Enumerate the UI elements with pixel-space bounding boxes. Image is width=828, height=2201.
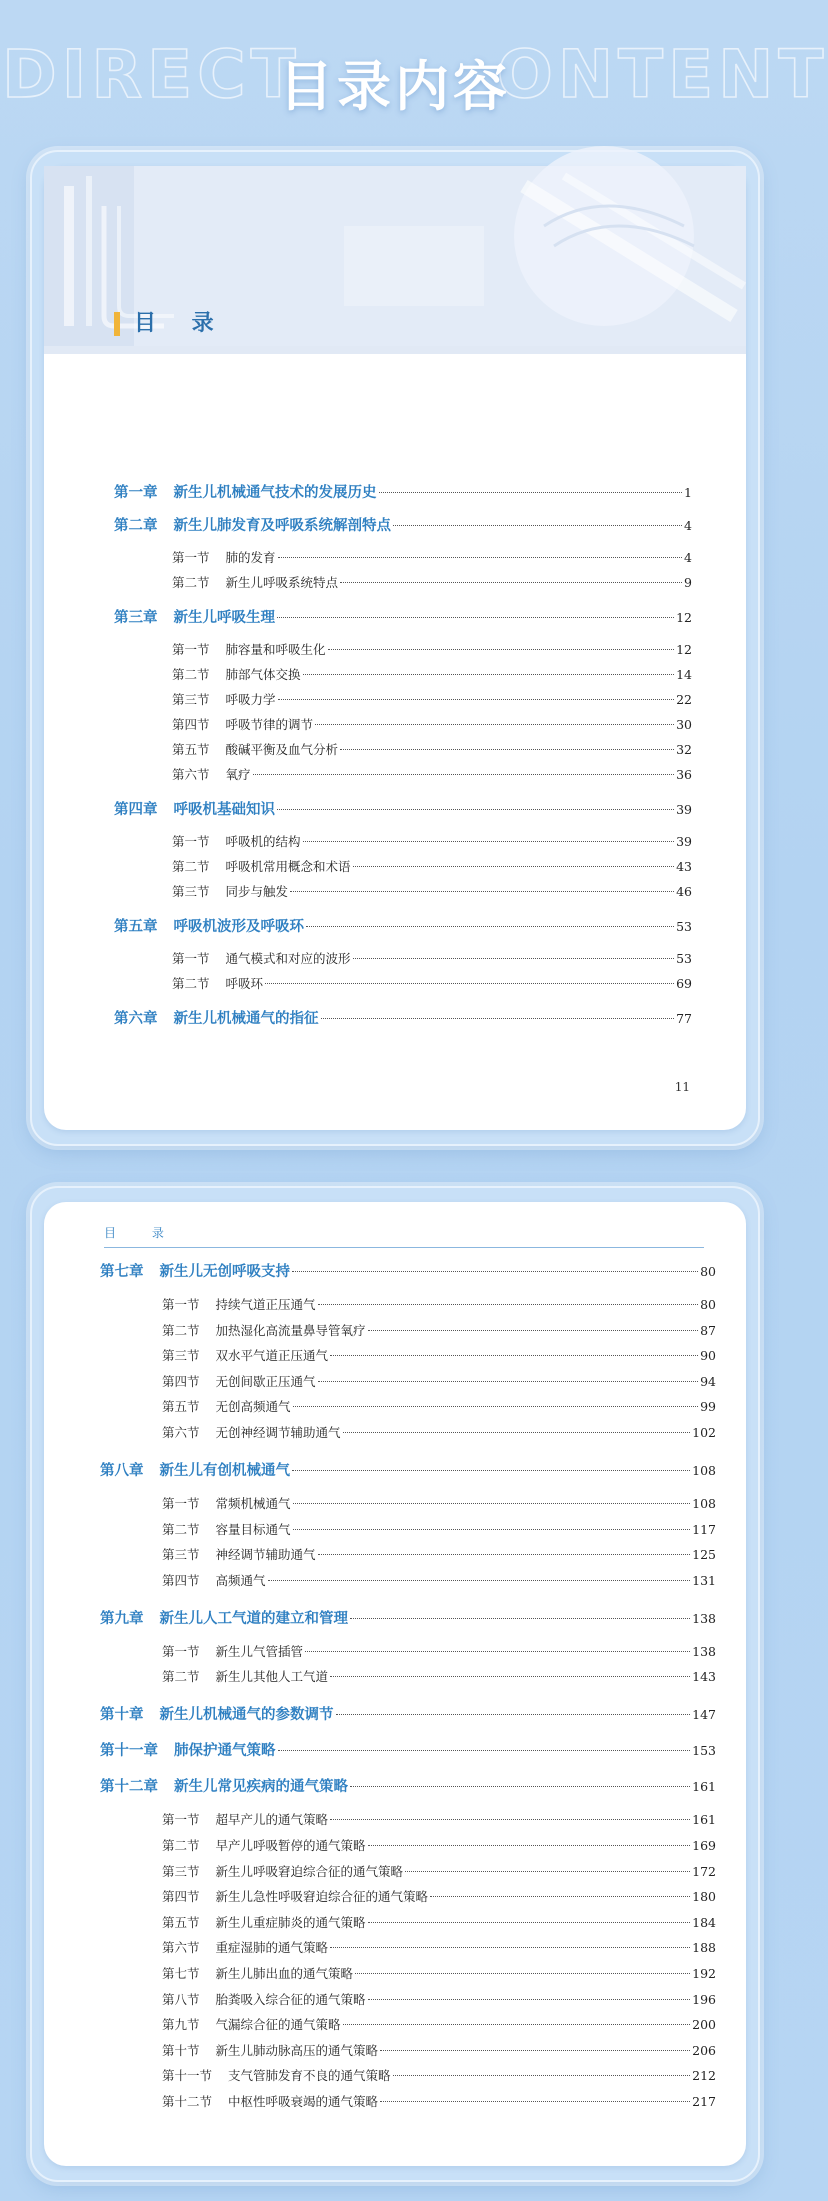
dot-leader [353, 958, 675, 959]
section-number: 第二节 [172, 575, 210, 590]
section-title: 无创间歇正压通气 [215, 1373, 316, 1389]
page-ref: 12 [676, 642, 692, 657]
dot-leader [340, 749, 674, 750]
page-ref: 188 [692, 1940, 716, 1956]
toc-chapter-entry[interactable] [100, 1775, 716, 1796]
dot-leader [268, 1580, 691, 1581]
page-ref: 53 [676, 951, 692, 966]
toc-section-entry[interactable] [172, 882, 692, 900]
chapter-title: 呼吸机基础知识 [173, 802, 275, 818]
page-ref: 80 [700, 1297, 716, 1312]
toc-section-entry[interactable] [162, 1520, 716, 1538]
page-ref: 22 [676, 692, 692, 707]
toc-section-entry[interactable] [172, 765, 692, 783]
dot-leader [330, 1947, 690, 1948]
dot-leader [340, 582, 682, 583]
section-number: 第三节 [162, 1863, 200, 1879]
section-title: 早产儿呼吸暂停的通气策略 [215, 1838, 366, 1853]
dot-leader [330, 1676, 690, 1677]
toc-section-entry[interactable] [162, 1836, 716, 1854]
section-number: 第六节 [162, 1425, 200, 1440]
section-title: 酸碱平衡及血气分析 [225, 742, 339, 757]
page-ref: 69 [676, 976, 692, 991]
chapter-title: 呼吸机波形及呼吸环 [173, 919, 304, 935]
chapter-number: 第十一章 [100, 1743, 158, 1760]
chapter-title: 新生儿机械通气的指征 [173, 1011, 319, 1027]
chapter-title: 新生儿常见疾病的通气策略 [174, 1779, 348, 1796]
dot-leader [318, 1304, 699, 1305]
section-number: 第八节 [162, 1991, 200, 2007]
chapter-title: 新生儿呼吸生理 [173, 610, 275, 626]
page-ref: 53 [676, 919, 692, 934]
dot-leader [277, 617, 674, 618]
page-ref: 36 [676, 767, 692, 782]
dot-leader [318, 1554, 691, 1555]
section-number: 第一节 [162, 1496, 200, 1511]
dot-leader [293, 1529, 691, 1530]
section-number: 第二节 [162, 1521, 200, 1537]
toc-section-entry[interactable] [162, 1913, 716, 1931]
page-ref: 161 [692, 1812, 716, 1828]
page-ref: 14 [676, 667, 692, 682]
chapter-number: 第二章 [114, 518, 158, 534]
page-number: 11 [674, 1080, 690, 1094]
toc-section-entry[interactable] [172, 573, 692, 591]
page-header-image [44, 166, 746, 354]
section-title: 无创神经调节辅助通气 [215, 1425, 341, 1440]
dot-leader [278, 557, 683, 558]
chapter-title: 新生儿人工气道的建立和管理 [159, 1610, 348, 1627]
toc-section-entry[interactable] [172, 548, 692, 566]
banner-title: 目录内容 [279, 55, 511, 118]
dot-leader [430, 1896, 690, 1897]
page-ref: 87 [700, 1322, 716, 1338]
section-title: 新生儿急性呼吸窘迫综合征的通气策略 [215, 1889, 429, 1905]
section-title: 氧疗 [225, 767, 251, 782]
page-ref: 77 [676, 1011, 692, 1026]
section-title: 新生儿呼吸系统特点 [225, 575, 339, 590]
banner-en-right: ONTENT [496, 36, 828, 113]
section-number: 第一节 [162, 1812, 200, 1828]
page-ref: 43 [676, 859, 692, 874]
section-number: 第六节 [162, 1940, 200, 1956]
dot-leader [343, 2024, 691, 2025]
section-number: 第三节 [172, 692, 210, 707]
dot-leader [330, 1355, 698, 1356]
section-title: 呼吸环 [225, 976, 264, 991]
section-number: 第五节 [162, 1399, 200, 1415]
chapter-number: 第九章 [100, 1610, 144, 1627]
toc-section-entry[interactable] [162, 1397, 716, 1415]
dot-leader [393, 525, 682, 526]
page-title: 目 录 [114, 312, 228, 336]
toc-page-1 [44, 166, 746, 1130]
section-number: 第一节 [172, 834, 210, 849]
dot-leader [306, 926, 674, 927]
dot-leader [278, 699, 675, 700]
section-title: 双水平气道正压通气 [215, 1348, 329, 1364]
toc-section-entry[interactable] [162, 1667, 716, 1685]
chapter-title: 新生儿有创机械通气 [159, 1463, 290, 1479]
chapter-title: 新生儿无创呼吸支持 [159, 1264, 290, 1280]
page-ref: 108 [692, 1463, 716, 1478]
toc-section-entry[interactable] [162, 2092, 716, 2110]
section-number: 第十一节 [162, 2068, 213, 2084]
toc-page-2 [44, 1202, 746, 2166]
dot-leader [305, 1651, 690, 1652]
dot-leader [278, 1750, 691, 1751]
page-ref: 102 [692, 1425, 716, 1440]
page-ref: 32 [676, 742, 692, 757]
toc-section-entry[interactable] [162, 1642, 716, 1660]
dot-leader [393, 2075, 691, 2076]
section-number: 第一节 [172, 951, 210, 966]
toc-section-entry[interactable] [162, 1938, 716, 1956]
chapter-number: 第五章 [114, 919, 158, 935]
section-title: 肺的发育 [225, 550, 276, 565]
page-ref: 147 [692, 1707, 716, 1723]
section-number: 第三节 [162, 1547, 200, 1563]
toc-section-entry[interactable] [172, 640, 692, 658]
section-number: 第六节 [172, 767, 210, 782]
dot-leader [350, 1618, 690, 1619]
section-title: 呼吸节律的调节 [225, 717, 314, 732]
dot-leader [293, 1406, 699, 1407]
page-ref: 39 [676, 802, 692, 817]
chapter-title: 新生儿机械通气的参数调节 [159, 1707, 334, 1724]
page-ref: 30 [676, 717, 692, 732]
toc-chapter-entry[interactable] [114, 606, 692, 627]
toc-chapter-entry[interactable] [114, 915, 692, 936]
chapter-number: 第十章 [100, 1707, 144, 1724]
toc-section-entry[interactable] [172, 690, 692, 708]
section-number: 第三节 [172, 884, 210, 899]
section-number: 第十节 [162, 2042, 200, 2058]
dot-leader [318, 1381, 699, 1382]
section-number: 第十二节 [162, 2094, 213, 2109]
section-number: 第四节 [162, 1373, 200, 1389]
section-number: 第七节 [162, 1966, 200, 1981]
toc-section-entry[interactable] [162, 1295, 716, 1313]
section-title: 胎粪吸入综合征的通气策略 [215, 1991, 366, 2007]
section-number: 第二节 [172, 667, 210, 682]
toc-section-entry[interactable] [172, 832, 692, 850]
page-ref: 192 [692, 1966, 716, 1981]
toc-section-entry[interactable] [162, 2041, 716, 2059]
section-number: 第二节 [172, 976, 210, 991]
page-ref: 206 [692, 2042, 716, 2058]
dot-leader [303, 674, 675, 675]
toc-section-entry[interactable] [172, 974, 692, 992]
chapter-title: 新生儿机械通气技术的发展历史 [173, 485, 377, 501]
chapter-number: 第一章 [114, 485, 158, 501]
toc-section-entry[interactable] [162, 1862, 716, 1880]
section-number: 第二节 [172, 859, 210, 874]
page-ref: 4 [684, 518, 692, 533]
banner [0, 30, 828, 120]
toc-chapter-entry[interactable] [100, 1260, 716, 1281]
page-ref: 125 [692, 1547, 716, 1563]
page-ref: 12 [676, 610, 692, 625]
dot-leader [368, 1845, 691, 1846]
dot-leader [405, 1871, 690, 1872]
page-ref: 196 [692, 1991, 716, 2007]
section-title: 支气管肺发育不良的通气策略 [228, 2068, 391, 2084]
chapter-number: 第十二章 [100, 1779, 158, 1796]
toc-chapter-entry[interactable] [100, 1739, 716, 1760]
dot-leader [350, 1786, 690, 1787]
chapter-number: 第三章 [114, 610, 158, 626]
page-ref: 80 [700, 1264, 716, 1279]
section-title: 同步与触发 [225, 884, 289, 899]
page-ref: 138 [692, 1610, 716, 1626]
toc-section-entry[interactable] [162, 1545, 716, 1563]
dot-leader [353, 866, 675, 867]
section-title: 新生儿肺动脉高压的通气策略 [215, 2042, 379, 2058]
dot-leader [330, 1819, 690, 1820]
dot-leader [336, 1714, 691, 1715]
dot-leader [292, 1470, 690, 1471]
running-header: 目 录 [104, 1224, 704, 1248]
chapter-number: 第六章 [114, 1011, 158, 1027]
page-ref: 108 [692, 1496, 716, 1511]
section-title: 肺部气体交换 [225, 667, 301, 682]
section-title: 新生儿其他人工气道 [215, 1669, 329, 1685]
dot-leader [379, 492, 683, 493]
dot-leader [315, 724, 674, 725]
toc-section-entry[interactable] [162, 1346, 716, 1364]
page-ref: 169 [692, 1838, 716, 1853]
page-ref: 39 [676, 834, 692, 849]
section-title: 新生儿重症肺炎的通气策略 [215, 1914, 366, 1930]
chapter-title: 新生儿肺发育及呼吸系统解剖特点 [173, 518, 391, 534]
section-number: 第九节 [162, 2017, 200, 2033]
dot-leader [355, 1973, 690, 1974]
toc-chapter-entry[interactable] [100, 1607, 716, 1628]
page-ref: 94 [700, 1373, 716, 1389]
section-number: 第一节 [172, 550, 210, 565]
section-title: 肺容量和呼吸生化 [225, 642, 326, 657]
section-number: 第二节 [162, 1322, 200, 1338]
banner-en-left: DIRECT [2, 36, 301, 113]
section-number: 第一节 [162, 1643, 200, 1659]
toc-section-entry[interactable] [162, 1423, 716, 1441]
section-title: 加热湿化高流量鼻导管氧疗 [215, 1322, 366, 1338]
dot-leader [265, 983, 674, 984]
page-ref: 9 [684, 575, 692, 590]
section-number: 第五节 [162, 1914, 200, 1930]
section-title: 中枢性呼吸衰竭的通气策略 [228, 2094, 379, 2109]
page-ref: 99 [700, 1399, 716, 1415]
section-title: 呼吸机的结构 [225, 834, 301, 849]
section-title: 容量目标通气 [215, 1521, 291, 1537]
dot-leader [368, 1999, 691, 2000]
dot-leader [343, 1432, 691, 1433]
dot-leader [321, 1018, 675, 1019]
dot-leader [380, 2050, 690, 2051]
section-number: 第三节 [162, 1348, 200, 1364]
page-ref: 212 [692, 2068, 716, 2084]
toc-section-entry[interactable] [162, 1571, 716, 1589]
toc-page-1-frame [30, 150, 760, 1146]
toc-chapter-entry[interactable] [100, 1703, 716, 1724]
header-divider [44, 346, 746, 354]
section-title: 呼吸机常用概念和术语 [225, 859, 351, 874]
section-title: 新生儿气管插管 [215, 1643, 304, 1659]
page-ref: 138 [692, 1643, 716, 1659]
section-number: 第二节 [162, 1669, 200, 1685]
page-ref: 1 [684, 485, 692, 500]
page-ref: 131 [692, 1572, 716, 1588]
page-ref: 184 [692, 1914, 716, 1930]
toc-chapter-entry[interactable] [114, 514, 692, 535]
section-number: 第二节 [162, 1838, 200, 1853]
toc-section-entry[interactable] [162, 1810, 716, 1828]
page-ref: 117 [692, 1521, 716, 1537]
dot-leader [328, 649, 675, 650]
section-title: 新生儿呼吸窘迫综合征的通气策略 [215, 1863, 404, 1879]
dot-leader [368, 1922, 691, 1923]
page-ref: 46 [676, 884, 692, 899]
section-title: 新生儿肺出血的通气策略 [215, 1966, 354, 1981]
section-title: 持续气道正压通气 [215, 1297, 316, 1312]
section-title: 气漏综合征的通气策略 [215, 2017, 341, 2033]
toc-section-entry[interactable] [162, 1964, 716, 1982]
toc-chapter-entry[interactable] [114, 1007, 692, 1028]
page-ref: 180 [692, 1889, 716, 1905]
chapter-number: 第八章 [100, 1463, 144, 1479]
dot-leader [253, 774, 675, 775]
toc-section-entry[interactable] [162, 1990, 716, 2008]
section-number: 第四节 [172, 717, 210, 732]
chapter-number: 第四章 [114, 802, 158, 818]
page-ref: 161 [692, 1779, 716, 1795]
toc-section-entry[interactable] [172, 665, 692, 683]
dot-leader [368, 1330, 699, 1331]
section-title: 重症湿肺的通气策略 [215, 1940, 329, 1956]
section-number: 第一节 [162, 1297, 200, 1312]
toc-chapter-entry[interactable] [100, 1459, 716, 1480]
page-ref: 153 [692, 1743, 716, 1759]
section-title: 无创高频通气 [215, 1399, 291, 1415]
dot-leader [303, 841, 675, 842]
section-title: 常频机械通气 [215, 1496, 291, 1511]
dot-leader [277, 809, 674, 810]
toc-section-entry[interactable] [172, 715, 692, 733]
section-number: 第一节 [172, 642, 210, 657]
page-ref: 4 [684, 550, 692, 565]
page-ref: 200 [692, 2017, 716, 2033]
dot-leader [293, 1503, 691, 1504]
toc-section-entry[interactable] [162, 2066, 716, 2084]
dot-leader [380, 2101, 690, 2102]
page-ref: 143 [692, 1669, 716, 1685]
page-ref: 172 [692, 1863, 716, 1879]
section-title: 超早产儿的通气策略 [215, 1812, 329, 1828]
section-title: 通气模式和对应的波形 [225, 951, 351, 966]
toc-chapter-entry[interactable] [114, 481, 692, 502]
chapter-number: 第七章 [100, 1264, 144, 1280]
toc-section-entry[interactable] [172, 740, 692, 758]
section-title: 神经调节辅助通气 [215, 1547, 316, 1563]
toc-section-entry[interactable] [162, 1887, 716, 1905]
section-number: 第五节 [172, 742, 210, 757]
toc-page-2-frame [30, 1186, 760, 2182]
section-title: 高频通气 [215, 1572, 266, 1588]
section-number: 第四节 [162, 1572, 200, 1588]
dot-leader [292, 1271, 698, 1272]
chapter-title: 肺保护通气策略 [174, 1743, 276, 1760]
page-ref: 217 [692, 2094, 716, 2109]
toc-section-entry[interactable] [162, 1321, 716, 1339]
toc-section-entry[interactable] [162, 1494, 716, 1512]
dot-leader [290, 891, 674, 892]
toc-section-entry[interactable] [162, 2015, 716, 2033]
section-number: 第四节 [162, 1889, 200, 1905]
page-ref: 90 [700, 1348, 716, 1364]
section-title: 呼吸力学 [225, 692, 276, 707]
toc-section-entry[interactable] [172, 857, 692, 875]
toc-section-entry[interactable] [162, 1372, 716, 1390]
toc-chapter-entry[interactable] [114, 798, 692, 819]
toc-section-entry[interactable] [172, 949, 692, 967]
